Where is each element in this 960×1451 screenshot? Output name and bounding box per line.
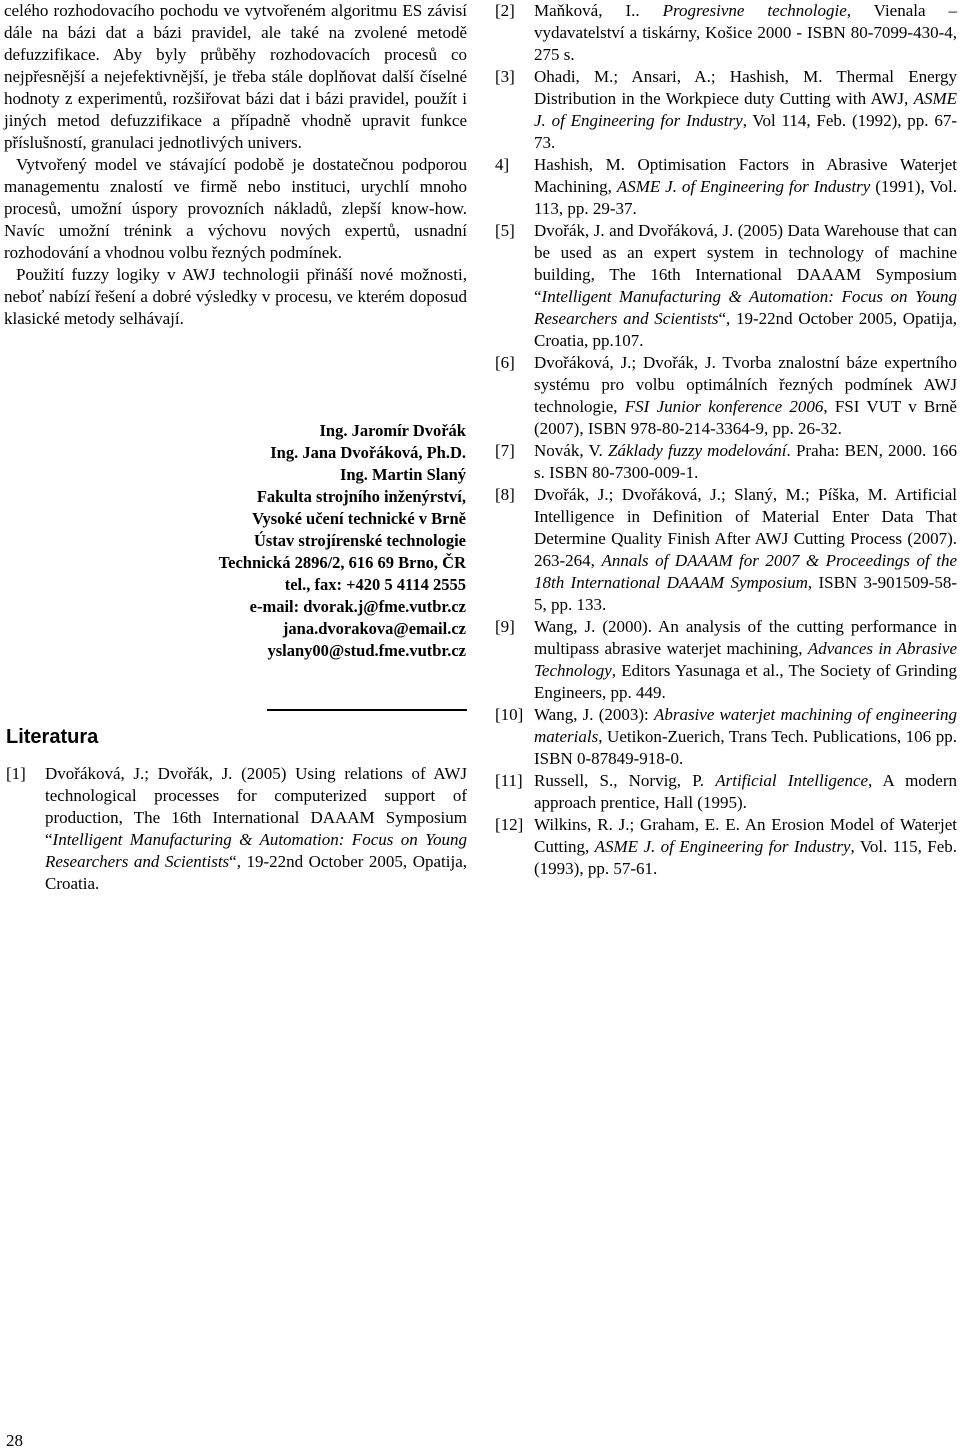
reference-text-span: Hashish, M. Optimisation Factors in Abrasive Waterjet Machining,: [534, 155, 957, 196]
reference-item: [495, 440, 957, 484]
reference-text: [534, 220, 957, 352]
reference-text-span: “, 19-22nd October 2005, Opatija, Croatia, pp.107.: [534, 309, 957, 350]
reference-number: [9]: [495, 617, 515, 636]
reference-list-left: [6, 763, 467, 895]
reference-item: [495, 484, 957, 616]
reference-list-right: [495, 0, 957, 880]
reference-text-span: Wang, J. (2000). An analysis of the cutting performance in multipass abrasive waterjet machining,: [534, 617, 957, 658]
email-line: yslany00@stud.fme.vutbr.cz: [267, 641, 466, 660]
reference-title-italic: ASME J. of Engineering for Industry: [594, 837, 851, 856]
reference-text-span: Dvořáková, J.; Dvořák, J. Tvorba znalostní báze expertního systému pro volbu optimálních řezných podmínek AWJ technologie,: [534, 353, 957, 416]
email-line: e-mail: dvorak.j@fme.vutbr.cz: [249, 597, 466, 616]
reference-text-span: Dvořák, J.; Dvořáková, J.; Slaný, M.; Píška, M. Artificial Intelligence in Definition of Material Enter Data That Determine Quality Finish After AWJ Cutting Process (2007). 263-264,: [534, 485, 957, 570]
reference-item: [495, 352, 957, 440]
page-number: 28: [6, 1431, 23, 1450]
body-paragraph-3: Použití fuzzy logiky v AWJ technologii přináší nové možnosti, neboť nabízí řešení a dobré výsledky v procesu, ve kterém doposud klasické metody selhávají.: [4, 265, 467, 328]
reference-title-italic: Artificial Intelligence: [715, 771, 869, 790]
reference-text-span: Russell, S., Norvig, P.: [534, 771, 716, 790]
body-paragraph-2: Vytvořený model ve stávající podobě je dostatečnou podporou managementu znalostí ve firmě nebo instituci, urychlí mnoho procesů, umožní úspory provozních nákladů, zlepší know-how. Navíc umožní trénink a výchovu nových expertů, usnadní rozhodování a vhodnou volbu řezných podmínek.: [4, 155, 467, 262]
reference-title-italic: Abrasive waterjet machining of engineering materials: [534, 705, 957, 746]
reference-number: [3]: [495, 67, 515, 86]
reference-text: [534, 704, 957, 770]
email-line: jana.dvorakova@email.cz: [282, 619, 466, 638]
reference-number: [7]: [495, 441, 515, 460]
reference-text-span: , Vienala – vydavatelství a tiskárny, Košice 2000 - ISBN 80-7099-430-4, 275 s.: [534, 1, 958, 64]
reference-text-span: (1991), Vol. 113, pp. 29-37.: [534, 177, 957, 218]
reference-number: [2]: [495, 1, 515, 20]
reference-text-span: Maňková, I..: [534, 1, 663, 20]
reference-text-span: Novák, V.: [534, 441, 609, 460]
reference-item: [495, 770, 957, 814]
reference-text-span: Ohadi, M.; Ansari, A.; Hashish, M. Thermal Energy Distribution in the Workpiece duty Cutting with AWJ,: [534, 67, 957, 108]
reference-item: [495, 814, 957, 880]
phone-line: tel., fax: +420 5 4114 2555: [284, 575, 466, 594]
reference-text: [534, 0, 957, 66]
reference-text-span: Dvořák, J. and Dvořáková, J. (2005) Data Warehouse that can be used as an expert system in technology of machine building, The 16th International DAAAM Symposium “: [534, 221, 957, 306]
reference-title-italic: ASME J. of Engineering for Industry: [534, 89, 957, 130]
reference-number: [6]: [495, 353, 515, 372]
affiliation-line: Ústav strojírenské technologie: [253, 531, 466, 550]
reference-text: [534, 616, 957, 704]
address-line: Technická 2896/2, 616 69 Brno, ČR: [218, 553, 466, 572]
reference-item: [495, 220, 957, 352]
reference-text: [534, 770, 957, 814]
reference-text: [534, 154, 957, 220]
reference-text-span: , A modern approach prentice, Hall (1995).: [534, 771, 957, 812]
body-text-column: [4, 0, 467, 330]
reference-title-italic: Advances in Abrasive Technology: [534, 639, 958, 680]
reference-item: [6, 763, 467, 895]
reference-item: [495, 66, 957, 154]
affiliation-line: Vysoké učení technické v Brně: [252, 509, 466, 528]
reference-text-span: , FSI VUT v Brně (2007), ISBN 978-80-214-3364-9, pp. 26-32.: [534, 397, 957, 438]
reference-title-italic: Progresivne technologie: [662, 1, 847, 20]
reference-item: [495, 616, 957, 704]
reference-title-italic: FSI Junior konference 2006: [624, 397, 824, 416]
reference-text-span: , Vol 114, Feb. (1992), pp. 67-73.: [534, 111, 957, 152]
reference-title-italic: Intelligent Manufacturing & Automation: Focus on Young Researchers and Scientists: [534, 287, 957, 328]
reference-text: [534, 814, 957, 880]
reference-text-span: , Vol. 115, Feb. (1993), pp. 57-61.: [534, 837, 957, 878]
reference-text-span: , Uetikon-Zuerich, Trans Tech. Publications, 106 pp. ISBN 0-87849-918-0.: [534, 727, 957, 768]
author-line: Ing. Jaromír Dvořák: [319, 421, 466, 440]
reference-title-italic: Intelligent Manufacturing & Automation: Focus on Young Researchers and Scientists: [45, 830, 467, 871]
affiliation-line: Fakulta strojního inženýrství,: [256, 487, 466, 506]
reference-number: [11]: [495, 771, 523, 790]
body-paragraph-1: celého rozhodovacího pochodu ve vytvořeném algoritmu ES závisí dále na bázi dat a bázi pravidel, ale také na zvolené metodě defuzzifikace. Aby byly průběhy rozhodovacích procesů co nejpřesnější a nejefektivnější, je třeba stále doplňovat další číselné hodnoty z experimentů, rozšiřovat bázi dat i bázi pravidel, použít i jiných metod defuzzifikace a případně vhodně upravit funkce příslušností, granulaci jednotlivých univers.: [4, 1, 467, 152]
reference-text: [534, 352, 957, 440]
reference-text-span: . Praha: BEN, 2000. 166 s. ISBN 80-7300-009-1.: [534, 441, 957, 482]
reference-text-span: , Editors Yasunaga et al., The Society of Grinding Engineers, pp. 449.: [534, 661, 957, 702]
author-block: [140, 420, 466, 662]
reference-number: [8]: [495, 485, 515, 504]
reference-text: [534, 66, 957, 154]
reference-item: [495, 704, 957, 770]
reference-number: [10]: [495, 705, 524, 724]
reference-number: [1]: [6, 764, 26, 783]
author-line: Ing. Martin Slaný: [339, 465, 466, 484]
reference-text-span: , ISBN 3-901509-58-5, pp. 133.: [534, 573, 957, 614]
reference-item: [495, 0, 957, 66]
reference-title-italic: Základy fuzzy modelování: [608, 441, 787, 460]
reference-text: [534, 440, 957, 484]
reference-text: [45, 763, 467, 895]
reference-text-span: Wilkins, R. J.; Graham, E. E. An Erosion Model of Waterjet Cutting,: [534, 815, 957, 856]
reference-number: [12]: [495, 815, 524, 834]
literature-heading: Literatura: [6, 726, 99, 748]
reference-title-italic: ASME J. of Engineering for Industry: [616, 177, 871, 196]
reference-text-span: “, 19-22nd October 2005, Opatija, Croatia.: [45, 852, 467, 893]
author-line: Ing. Jana Dvořáková, Ph.D.: [270, 443, 466, 462]
reference-text-span: Wang, J. (2003):: [534, 705, 654, 724]
reference-item: [495, 154, 957, 220]
reference-title-italic: Annals of DAAAM for 2007 & Proceedings of the 18th International DAAAM Symposium: [534, 551, 957, 592]
reference-number: [5]: [495, 221, 515, 240]
reference-text: [534, 484, 957, 616]
reference-number: 4]: [495, 155, 510, 174]
reference-text-span: Dvořáková, J.; Dvořák, J. (2005) Using relations of AWJ technological processes for computerized support of production, The 16th International DAAAM Symposium “: [45, 764, 467, 849]
section-divider: [267, 709, 467, 711]
